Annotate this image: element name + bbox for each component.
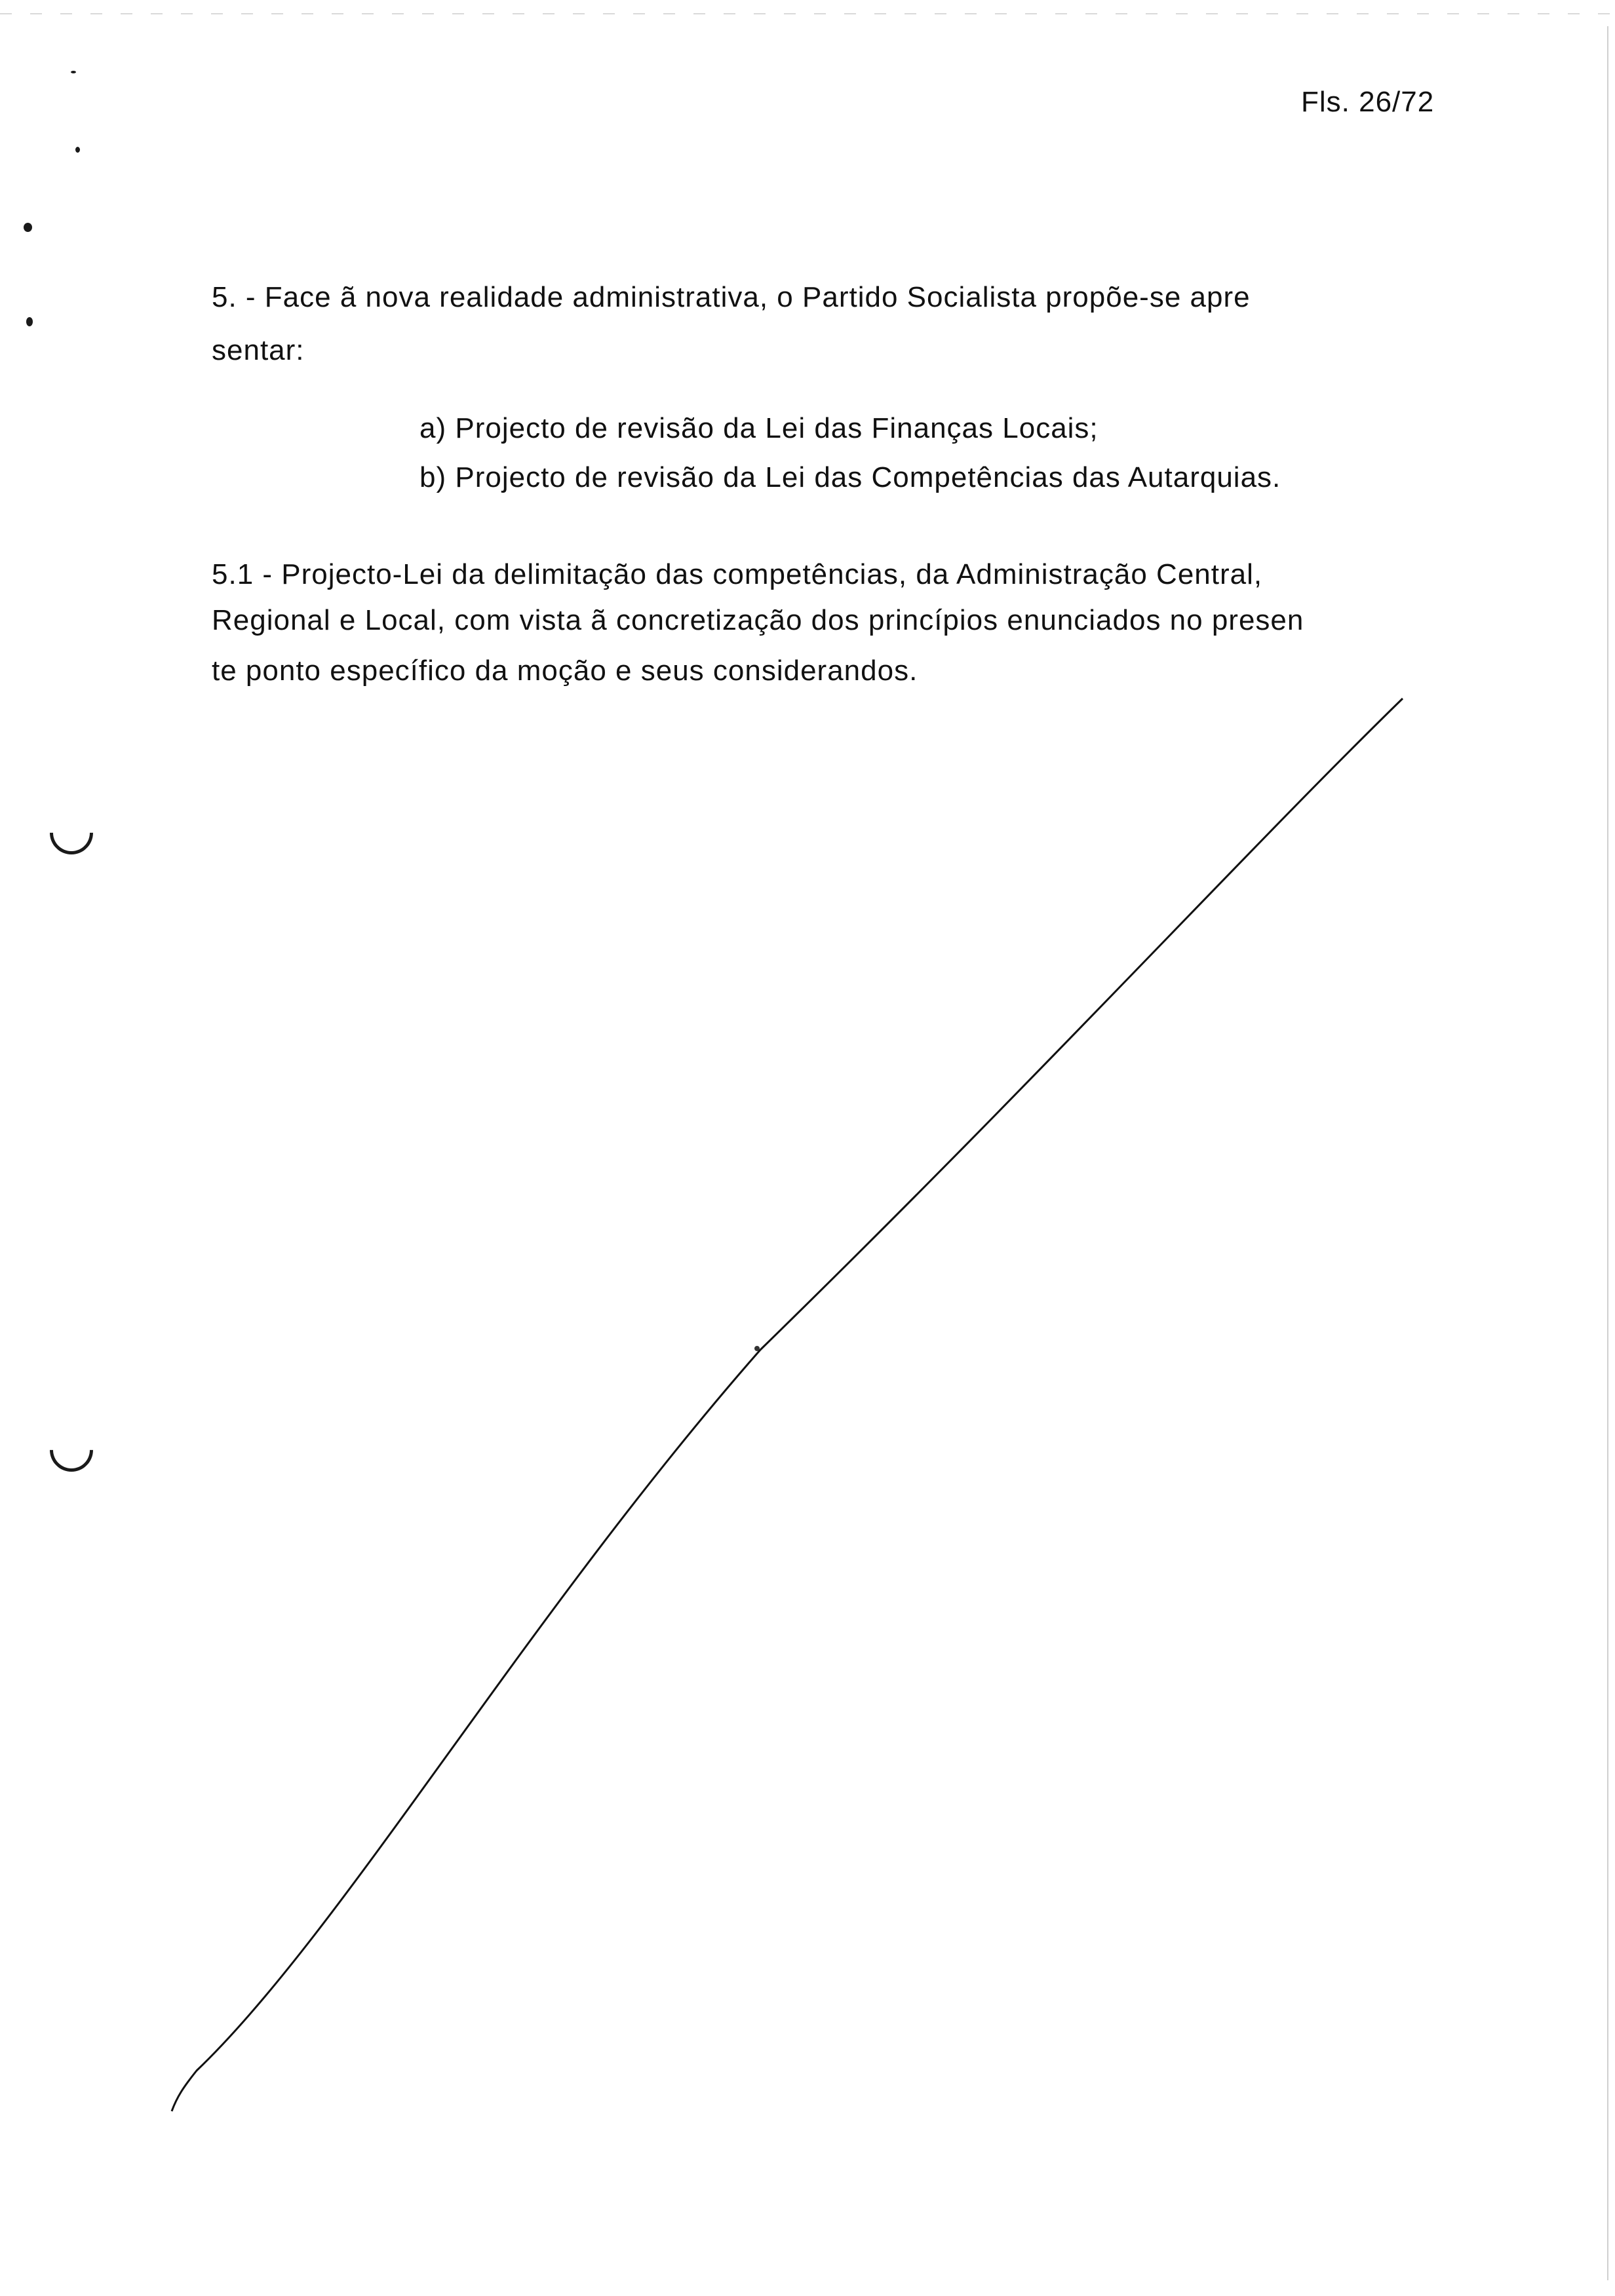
binder-hole-icon <box>41 802 102 863</box>
paragraph-5-1-line-3: te ponto específico da moção e seus considerandos. <box>212 655 918 687</box>
list-item-b: b) Projecto de revisão da Lei das Competências das Autarquias. <box>419 461 1281 493</box>
paragraph-5-line-1: 5. - Face ã nova realidade administrativa, o Partido Socialista propõe-se apre <box>212 281 1251 313</box>
punch-mark <box>71 71 76 73</box>
paragraph-5-line-2: sentar: <box>212 334 305 366</box>
binder-hole-icon <box>41 1419 102 1480</box>
scan-right-edge <box>1607 26 1608 2280</box>
punch-mark <box>75 147 80 153</box>
strike-stroke <box>172 698 1403 2111</box>
scan-top-edge <box>0 13 1615 14</box>
paragraph-5-1-line-1: 5.1 - Projecto-Lei da delimitação das competências, da Administração Central, <box>212 558 1263 590</box>
paragraph-5-1-line-2: Regional e Local, com vista ã concretização dos princípios enunciados no presen <box>212 604 1304 636</box>
punch-mark <box>24 223 32 232</box>
list-item-a: a) Projecto de revisão da Lei das Finanças Locais; <box>419 412 1099 444</box>
folio-number: Fls. 26/72 <box>1301 86 1435 118</box>
punch-mark <box>26 317 33 326</box>
smudge-dot <box>754 1346 760 1351</box>
